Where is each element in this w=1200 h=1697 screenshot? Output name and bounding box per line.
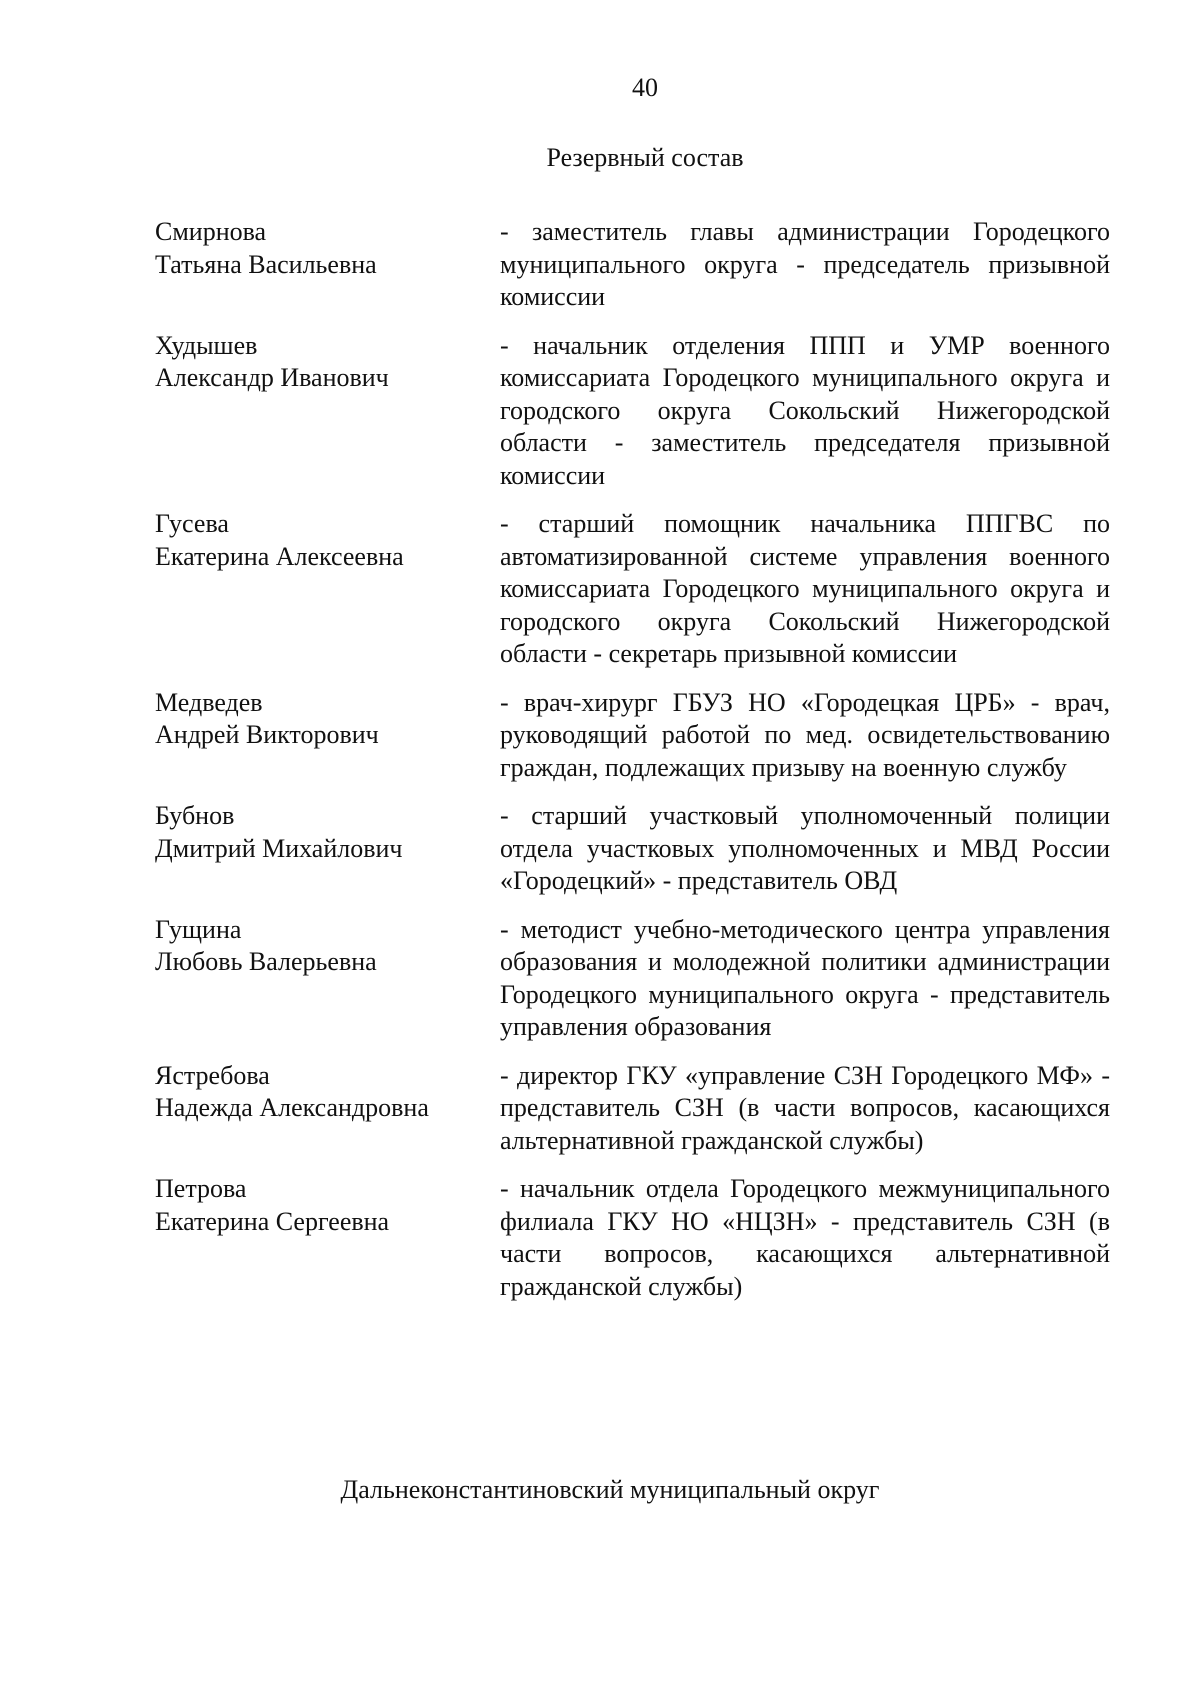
member-name xyxy=(155,508,500,671)
member-role: - старший помощник начальника ППГВС по автоматизированной системе управления военного комиссариата Городецкого муниципального округа и городского округа Сокольский Нижегородской области - секретарь призывной комиссии xyxy=(500,509,1110,668)
member-surname: Петрова xyxy=(155,1174,247,1203)
member-name xyxy=(155,914,500,1044)
member-role: - старший участковый уполномоченный полиции отдела участковых уполномоченных и МВД России «Городецкий» - представитель ОВД xyxy=(500,801,1110,895)
member-given-names: Любовь Валерьевна xyxy=(155,947,377,976)
member-name xyxy=(155,687,500,785)
member-given-names: Надежда Александровна xyxy=(155,1093,429,1122)
member-surname: Медведев xyxy=(155,687,263,717)
member-entry xyxy=(155,330,1110,493)
member-name xyxy=(155,1060,500,1158)
member-surname: Гущина xyxy=(155,914,242,944)
member-entry xyxy=(155,1173,1110,1303)
member-entry xyxy=(155,216,1110,314)
next-section-heading: Дальнеконстантиновский муниципальный округ xyxy=(340,1475,880,1504)
member-role: - врач-хирург ГБУЗ НО «Городецкая ЦРБ» - врач, руководящий работой по мед. освидетельствованию граждан, подлежащих призыву на военную службу xyxy=(500,687,1110,782)
member-role: - методист учебно-методического центра управления образования и молодежной политики администрации Городецкого муниципального округа - представитель управления образования xyxy=(500,914,1110,1041)
member-name xyxy=(155,1173,500,1303)
section-heading: Резервный состав xyxy=(546,143,744,172)
member-surname: Бубнов xyxy=(155,801,235,830)
member-given-names: Екатерина Алексеевна xyxy=(155,541,404,571)
member-given-names: Андрей Викторович xyxy=(155,720,379,749)
member-role: - директор ГКУ «управление СЗН Городецкого МФ» - представитель СЗН (в части вопросов, касающихся альтернативной гражданской службы) xyxy=(500,1060,1110,1155)
member-entry xyxy=(155,508,1110,671)
member-entry xyxy=(155,687,1110,785)
member-entry xyxy=(155,1060,1110,1158)
member-entry xyxy=(155,800,1110,898)
member-name xyxy=(155,800,500,898)
member-surname: Смирнова xyxy=(155,217,267,246)
member-name xyxy=(155,330,500,493)
member-role: - заместитель главы администрации Городецкого муниципального округа - председатель призывной комиссии xyxy=(500,217,1110,311)
member-role: - начальник отдела Городецкого межмуниципального филиала ГКУ НО «НЦЗН» - представитель СЗН (в части вопросов, касающихся альтернативной гражданской службы) xyxy=(500,1174,1110,1301)
member-surname: Гусева xyxy=(155,509,229,538)
member-given-names: Дмитрий Михайлович xyxy=(155,833,403,863)
member-given-names: Александр Иванович xyxy=(155,363,389,392)
member-given-names: Татьяна Васильевна xyxy=(155,249,377,279)
members-list xyxy=(155,216,1110,1319)
member-surname: Худышев xyxy=(155,330,258,360)
member-entry xyxy=(155,914,1110,1044)
member-given-names: Екатерина Сергеевна xyxy=(155,1206,390,1236)
member-role: - начальник отделения ППП и УМР военного комиссариата Городецкого муниципального округа и городского округа Сокольский Нижегородской области - заместитель председателя призывной комиссии xyxy=(500,330,1110,490)
member-surname: Ястребова xyxy=(155,1060,270,1090)
page-number: 40 xyxy=(632,73,658,102)
member-name xyxy=(155,216,500,314)
